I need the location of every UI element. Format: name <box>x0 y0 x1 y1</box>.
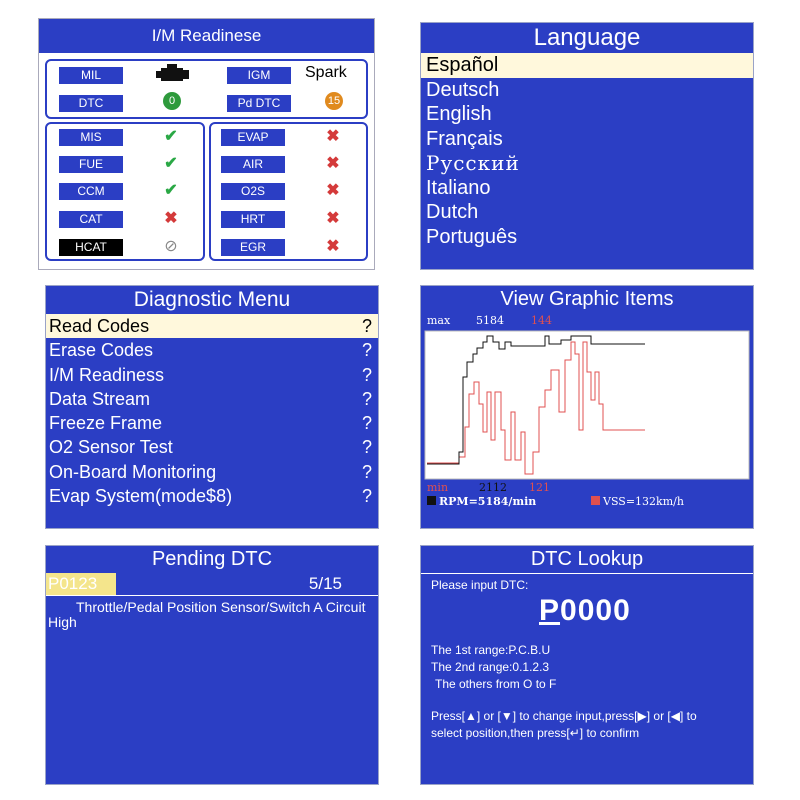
cross-icon: ✖ <box>326 238 340 255</box>
menu-item-label: Read Codes <box>49 316 150 336</box>
cross-icon: ✖ <box>164 210 178 227</box>
menu-item-evap-system[interactable] <box>46 484 378 508</box>
language-item-deutsch[interactable]: Deutsch <box>426 78 500 101</box>
left-monitors-box <box>45 122 205 261</box>
range1-text: The 1st range:P.C.B.U <box>431 643 551 657</box>
menu-item-read-codes[interactable] <box>46 314 378 338</box>
monitor-label-egr: EGR <box>221 239 285 256</box>
help-mark: ? <box>361 316 372 336</box>
cross-icon: ✖ <box>326 155 340 172</box>
readiness-title: I/M Readinese <box>39 19 374 53</box>
monitor-label-air: AIR <box>221 156 285 173</box>
language-item-russian[interactable]: Русский <box>426 151 520 175</box>
max-label: max <box>427 314 451 327</box>
monitor-label-o2s: O2S <box>221 183 285 200</box>
rpm-min-value: 2112 <box>479 481 507 494</box>
igm-label: IGM <box>227 67 291 84</box>
vss-legend-swatch <box>591 496 600 505</box>
monitor-label-mis: MIS <box>59 129 123 146</box>
menu-item-o2-sensor-test[interactable] <box>46 435 378 459</box>
menu-item-im-readiness[interactable] <box>46 363 378 387</box>
dtc-description <box>46 596 378 630</box>
range2-text: The 2nd range:0.1.2.3 <box>431 660 550 674</box>
not-supported-icon: ⊘ <box>164 238 178 255</box>
check-icon: ✔ <box>164 155 178 172</box>
pending-dtc-panel <box>45 545 379 785</box>
language-item-espanol[interactable]: Español <box>421 53 753 78</box>
dtc-label: DTC <box>59 95 123 112</box>
menu-item-freeze-frame[interactable] <box>46 411 378 435</box>
check-icon: ✔ <box>164 182 178 199</box>
monitor-label-hcat: HCAT <box>59 239 123 256</box>
dtc-lookup-panel <box>420 545 754 785</box>
diagnostic-menu-panel <box>45 285 379 529</box>
menu-item-data-stream[interactable] <box>46 387 378 411</box>
menu-item-label: On-Board Monitoring <box>49 461 217 482</box>
others-text: The others from O to F <box>435 677 557 691</box>
dtc-lookup-title: DTC Lookup <box>421 546 753 574</box>
cross-icon: ✖ <box>326 182 340 199</box>
readiness-panel <box>38 18 375 270</box>
rpm-legend-swatch <box>427 496 436 505</box>
language-item-portugues[interactable]: Português <box>426 225 518 248</box>
mil-label: MIL <box>59 67 123 84</box>
cross-icon: ✖ <box>326 210 340 227</box>
dtc-code: P0123 <box>46 573 116 595</box>
dtc-input-field[interactable] <box>539 594 631 628</box>
monitor-label-hrt: HRT <box>221 211 285 228</box>
language-item-italiano[interactable]: Italiano <box>426 176 491 199</box>
graph-panel <box>420 285 754 529</box>
dtc-header-row <box>46 573 378 596</box>
monitor-label-ccm: CCM <box>59 183 123 200</box>
language-panel <box>420 22 754 270</box>
monitor-label-evap: EVAP <box>221 129 285 146</box>
cross-icon: ✖ <box>326 128 340 145</box>
dtc-input-rest: 0000 <box>560 594 631 627</box>
min-label: min <box>427 481 449 494</box>
monitor-label-cat: CAT <box>59 211 123 228</box>
menu-item-on-board-monitoring[interactable] <box>46 460 378 484</box>
menu-item-erase-codes[interactable] <box>46 338 378 362</box>
help-mark: ? <box>361 364 372 385</box>
language-item-english[interactable]: English <box>426 103 492 125</box>
igm-value: Spark <box>305 64 347 81</box>
help-mark: ? <box>361 486 372 507</box>
engine-icon <box>155 63 191 85</box>
pd-dtc-count-badge: 15 <box>325 92 343 110</box>
menu-item-label: Freeze Frame <box>49 413 163 434</box>
rpm-max-value: 5184 <box>476 314 504 327</box>
input-prompt: Please input DTC: <box>431 578 529 592</box>
dtc-cursor-char: P <box>539 594 561 627</box>
help-mark: ? <box>361 340 372 361</box>
pending-dtc-title: Pending DTC <box>151 548 273 570</box>
monitor-label-fue: FUE <box>59 156 123 173</box>
vss-max-value: 144 <box>531 314 552 327</box>
graph-title: View Graphic Items <box>500 288 674 310</box>
diagnostic-menu-title: Diagnostic Menu <box>133 288 291 311</box>
menu-item-label: Evap System(mode$8) <box>49 486 233 507</box>
help-text-2: select position,then press[↵] to confirm <box>431 726 640 740</box>
pd-dtc-label: Pd DTC <box>227 95 291 112</box>
dtc-counter: 5/15 <box>308 574 342 593</box>
menu-item-label: I/M Readiness <box>49 364 165 385</box>
language-item-francais[interactable]: Français <box>426 127 503 150</box>
right-monitors-box <box>209 122 368 261</box>
dtc-description-text: Throttle/Pedal Position Sensor/Switch A Circuit High <box>48 599 366 630</box>
language-item-dutch[interactable]: Dutch <box>426 201 479 223</box>
live-data-graph <box>421 312 753 528</box>
vss-legend-label: VSS=132km/h <box>603 495 684 508</box>
help-mark: ? <box>361 413 372 434</box>
help-text-1: Press[▲] or [▼] to change input,press[▶] or [◀] to <box>431 709 697 723</box>
vss-min-value: 121 <box>529 481 550 494</box>
summary-box <box>45 59 368 119</box>
help-mark: ? <box>361 437 372 458</box>
help-mark: ? <box>361 461 372 482</box>
menu-item-label: O2 Sensor Test <box>49 437 173 458</box>
dtc-count-badge: 0 <box>163 92 181 110</box>
menu-item-label: Data Stream <box>49 388 151 409</box>
check-icon: ✔ <box>164 128 178 145</box>
menu-item-label: Erase Codes <box>49 340 154 361</box>
rpm-legend-label: RPM=5184/min <box>439 495 537 508</box>
language-title: Language <box>533 24 641 51</box>
help-mark: ? <box>361 388 372 409</box>
